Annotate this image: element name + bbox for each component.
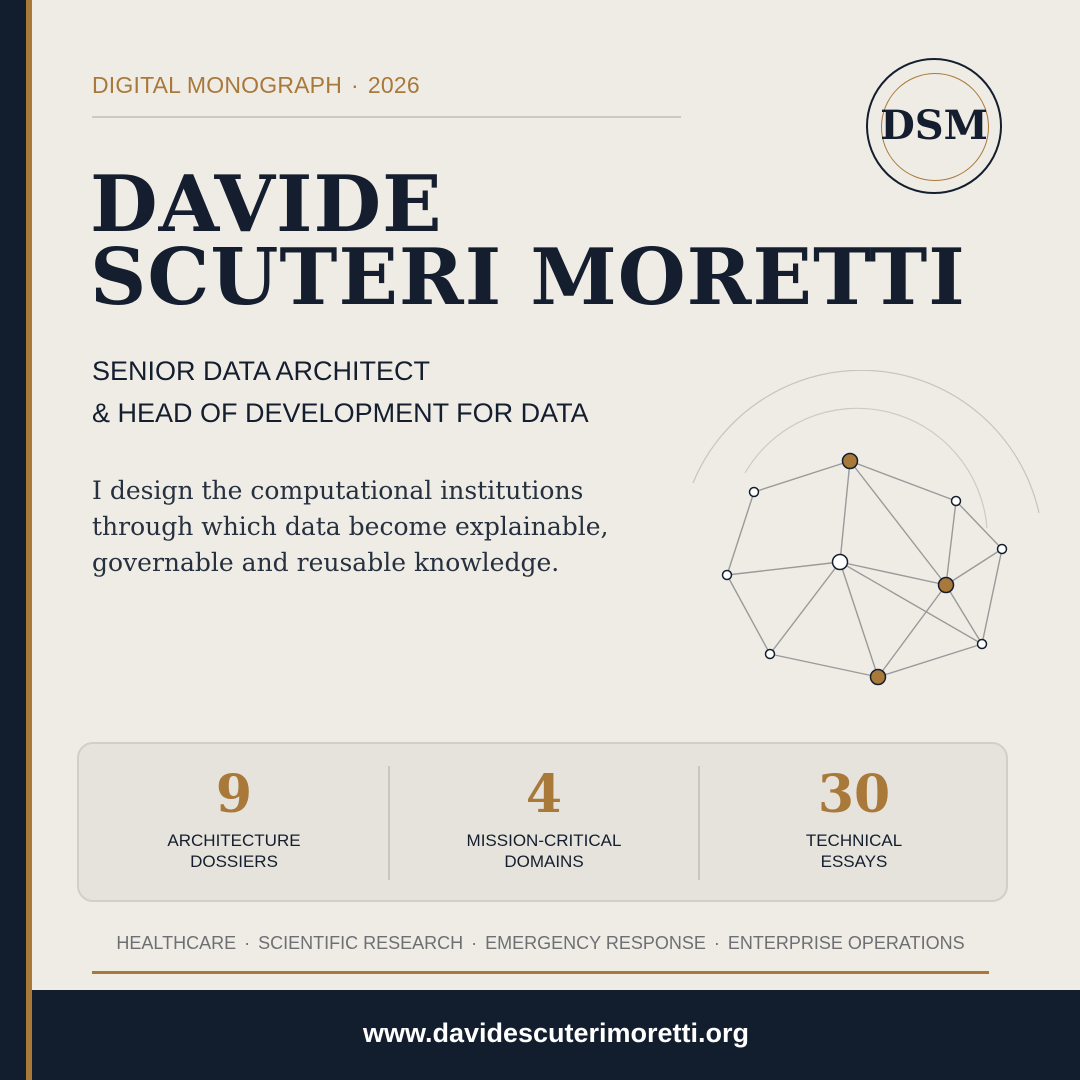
network-node-accent — [843, 454, 858, 469]
website-link[interactable]: www.davidescuterimoretti.org — [362, 1018, 750, 1048]
kicker-label: DIGITAL MONOGRAPH — [92, 72, 343, 98]
domain-separator: · — [713, 933, 720, 953]
network-node — [766, 650, 775, 659]
role-line-2: & HEAD OF DEVELOPMENT FOR DATA — [92, 398, 589, 428]
stat-label-line-2: DOMAINS — [504, 852, 584, 871]
domain-separator: · — [244, 933, 251, 953]
stat-label — [79, 830, 389, 872]
network-node — [952, 497, 961, 506]
stat-technical-essays — [699, 744, 1009, 900]
network-node — [750, 488, 759, 497]
stat-value: 30 — [817, 764, 891, 825]
kicker-year: 2026 — [367, 72, 420, 98]
statement-line-3: governable and reusable knowledge. — [92, 548, 560, 577]
kicker-divider — [92, 116, 681, 118]
role-line-1: SENIOR DATA ARCHITECT — [92, 356, 431, 386]
stat-label-line-1: MISSION-CRITICAL — [466, 831, 622, 850]
name-line-1: DAVIDE — [90, 159, 443, 250]
statement-line-2: through which data become explainable, — [92, 512, 609, 541]
network-edges — [727, 461, 1002, 677]
kicker — [92, 72, 420, 99]
network-node-center — [833, 555, 848, 570]
stat-label-line-2: ESSAYS — [820, 852, 888, 871]
network-node — [978, 640, 987, 649]
network-node-accent — [871, 670, 886, 685]
stat-label-line-2: DOSSIERS — [190, 852, 278, 871]
footer-bar — [32, 990, 1080, 1080]
network-node — [998, 545, 1007, 554]
domain-separator: · — [471, 933, 478, 953]
name-line-2: SCUTERI MORETTI — [90, 232, 966, 323]
stat-architecture-dossiers — [79, 744, 389, 900]
stat-mission-critical-domains — [389, 744, 699, 900]
left-accent-bar — [0, 0, 26, 1080]
role-title — [92, 350, 589, 434]
kicker-separator: · — [351, 72, 359, 98]
domains-divider — [92, 971, 989, 974]
monogram-text: DSM — [880, 102, 988, 149]
mission-statement — [92, 473, 692, 581]
network-node — [723, 571, 732, 580]
stat-label-line-1: TECHNICAL — [805, 831, 903, 850]
stat-value: 9 — [215, 764, 253, 825]
domain-item: HEALTHCARE — [116, 933, 237, 953]
network-graph-icon — [690, 370, 1050, 700]
stat-value: 4 — [525, 764, 563, 825]
domain-item: ENTERPRISE OPERATIONS — [727, 933, 965, 953]
network-node-accent — [939, 578, 954, 593]
domain-item: SCIENTIFIC RESEARCH — [258, 933, 464, 953]
stat-label — [699, 830, 1009, 872]
network-inner-arc — [745, 408, 987, 528]
stat-label-line-1: ARCHITECTURE — [167, 831, 301, 850]
domain-item: EMERGENCY RESPONSE — [485, 933, 706, 953]
stats-panel — [77, 742, 1008, 902]
page-title — [90, 159, 1050, 323]
left-gold-stripe — [26, 0, 32, 1080]
domains-list — [92, 933, 989, 954]
statement-line-1: I design the computational institutions — [92, 476, 584, 505]
stat-label — [389, 830, 699, 872]
network-outer-arc — [693, 370, 1039, 513]
